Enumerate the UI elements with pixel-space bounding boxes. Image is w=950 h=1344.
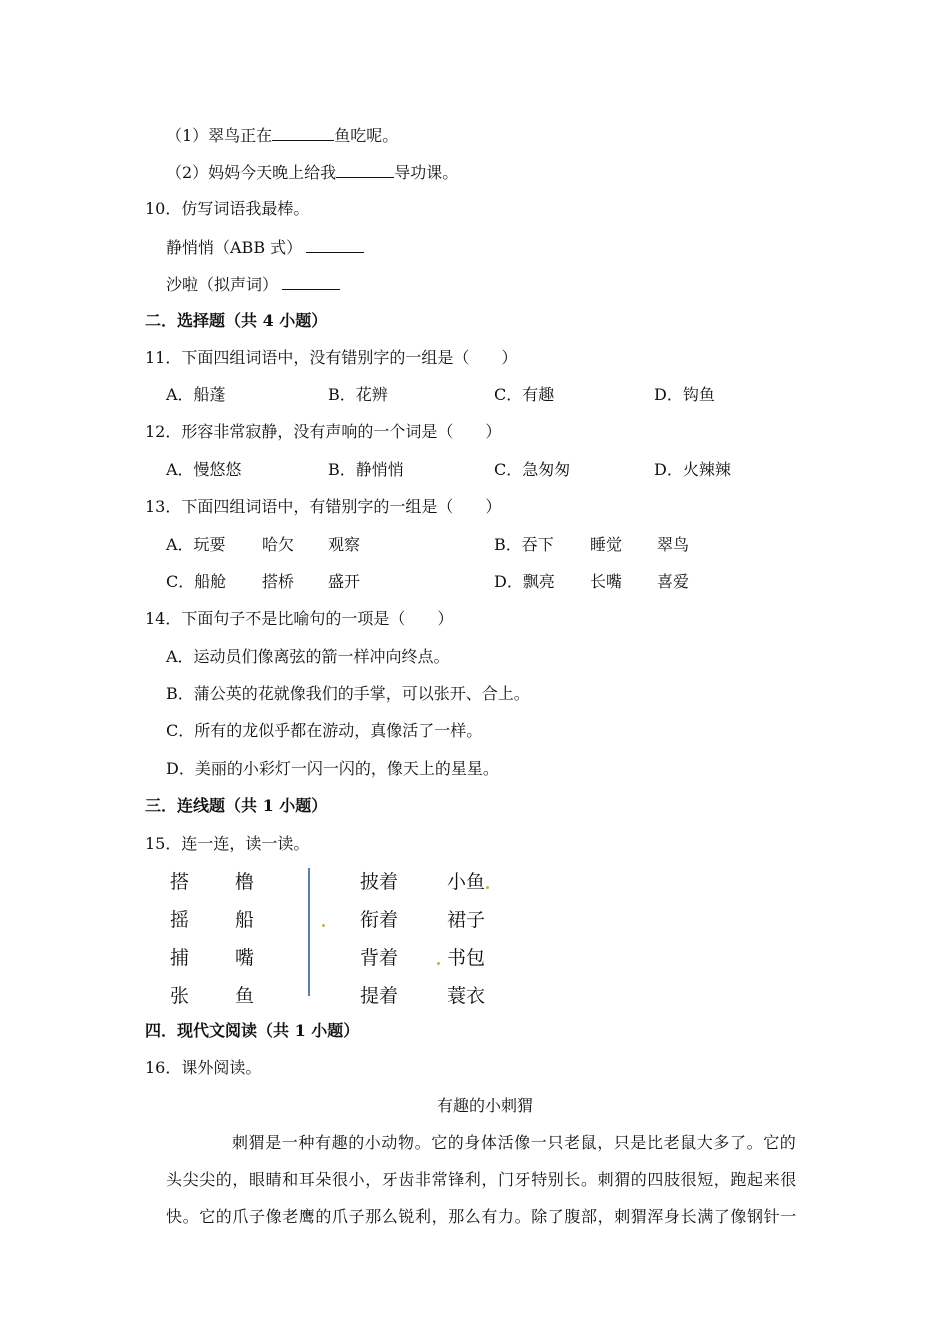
match-right-verb-3[interactable]: 背着	[360, 947, 399, 969]
q13-option-d-word-3: 喜爱	[657, 572, 690, 591]
q9-line2-pre: （2）妈妈今天晚上给我	[166, 163, 337, 182]
q14-option-c[interactable]: C．所有的龙似乎都在游动，真像活了一样。	[166, 721, 483, 740]
q10-blank-1[interactable]	[306, 236, 364, 253]
q13-option-b-word-3: 翠鸟	[657, 535, 690, 554]
passage-title: 有趣的小刺猬	[437, 1096, 534, 1115]
q13-option-a-word-3: 观察	[328, 535, 361, 554]
q11-option-d[interactable]: D．钩鱼	[654, 385, 715, 404]
q9-line1-pre: （1）翠鸟正在	[166, 126, 273, 145]
q13-stem: 13．下面四组词语中，有错别字的一组是（ ）	[145, 497, 502, 516]
passage-line-3: 快。它的爪子像老鹰的爪子那么锐利，那么有力。除了腹部，刺猬浑身长满了像钢针一	[166, 1207, 797, 1226]
match-right-noun-2[interactable]: 裙子	[447, 909, 486, 931]
match-left2-char-4[interactable]: 鱼	[235, 985, 255, 1007]
match-left2-char-1[interactable]: 橹	[235, 871, 255, 893]
stray-dot-3	[437, 962, 440, 965]
section-4-heading: 四．现代文阅读（共 1 小题）	[145, 1021, 360, 1040]
q9-line1-post: 鱼吃呢。	[334, 126, 399, 145]
q11-option-a[interactable]: A．船蓬	[166, 385, 226, 404]
q10-item-1	[166, 236, 364, 258]
q11-option-c[interactable]: C．有趣	[494, 385, 555, 404]
passage-line-1: 刺猬是一种有趣的小动物。它的身体活像一只老鼠，只是比老鼠大多了。它的	[232, 1133, 797, 1152]
q13-option-c-word-3: 盛开	[328, 572, 361, 591]
stray-dot-1	[486, 886, 489, 889]
q9-line-2	[166, 161, 458, 183]
q13-option-b-word-2: 睡觉	[590, 535, 623, 554]
match-right-noun-4[interactable]: 蓑衣	[447, 985, 486, 1007]
match-left2-char-2[interactable]: 船	[235, 909, 255, 931]
q12-option-a[interactable]: A．慢悠悠	[166, 460, 242, 479]
q13-option-d-word-1: D．飘亮	[494, 572, 555, 591]
q14-option-d[interactable]: D．美丽的小彩灯一闪一闪的，像天上的星星。	[166, 759, 499, 778]
q14-stem: 14．下面句子不是比喻句的一项是（ ）	[145, 609, 454, 628]
q11-stem: 11．下面四组词语中，没有错别字的一组是（ ）	[145, 348, 518, 367]
match-left2-char-3[interactable]: 嘴	[235, 947, 255, 969]
match-left-char-3[interactable]: 捕	[170, 947, 190, 969]
q15-stem: 15．连一连，读一读。	[145, 834, 310, 853]
section-2-heading: 二．选择题（共 4 小题）	[145, 311, 328, 330]
match-left-char-2[interactable]: 摇	[170, 909, 190, 931]
q13-option-c-word-2: 搭桥	[262, 572, 295, 591]
q16-stem: 16．课外阅读。	[145, 1058, 262, 1077]
q10-blank-2[interactable]	[282, 273, 340, 290]
passage-line-2: 头尖尖的，眼睛和耳朵很小，牙齿非常锋利，门牙特别长。刺猬的四肢很短，跑起来很	[166, 1170, 797, 1189]
q13-option-b-word-1: B．吞下	[494, 535, 554, 554]
matching-divider-line	[308, 868, 310, 996]
q13-option-a-word-2: 哈欠	[262, 535, 295, 554]
match-right-verb-2[interactable]: 衔着	[360, 909, 399, 931]
q13-option-c-word-1: C．船舱	[166, 572, 227, 591]
q14-option-a[interactable]: A．运动员们像离弦的箭一样冲向终点。	[166, 647, 450, 666]
q14-option-b[interactable]: B．蒲公英的花就像我们的手掌，可以张开、合上。	[166, 684, 530, 703]
q9-blank-2[interactable]	[336, 161, 394, 178]
q9-blank-1[interactable]	[272, 124, 334, 141]
match-left-char-1[interactable]: 搭	[170, 871, 190, 893]
q13-option-d-word-2: 长嘴	[590, 572, 623, 591]
q10-item2-label: 沙啦（拟声词）	[166, 275, 279, 294]
match-right-noun-3[interactable]: 书包	[447, 947, 486, 969]
q12-stem: 12．形容非常寂静，没有声响的一个词是（ ）	[145, 422, 502, 441]
section-3-heading: 三．连线题（共 1 小题）	[145, 796, 328, 815]
match-right-verb-4[interactable]: 提着	[360, 985, 399, 1007]
q11-option-b[interactable]: B．花辨	[328, 385, 388, 404]
stray-dot-2	[322, 924, 325, 927]
q13-option-a-word-1: A．玩要	[166, 535, 226, 554]
match-right-noun-1[interactable]: 小鱼	[447, 871, 486, 893]
q10-item-2	[166, 273, 340, 295]
q12-option-d[interactable]: D．火辣辣	[654, 460, 731, 479]
q9-line2-post: 导功课。	[394, 163, 459, 182]
match-left-char-4[interactable]: 张	[170, 985, 190, 1007]
q9-line-1	[166, 124, 398, 146]
q12-option-c[interactable]: C．急匆匆	[494, 460, 571, 479]
match-right-verb-1[interactable]: 披着	[360, 871, 399, 893]
q12-option-b[interactable]: B．静悄悄	[328, 460, 404, 479]
q10-item1-label: 静悄悄（ABB 式）	[166, 238, 303, 257]
q10-title: 10．仿写词语我最棒。	[145, 199, 310, 218]
